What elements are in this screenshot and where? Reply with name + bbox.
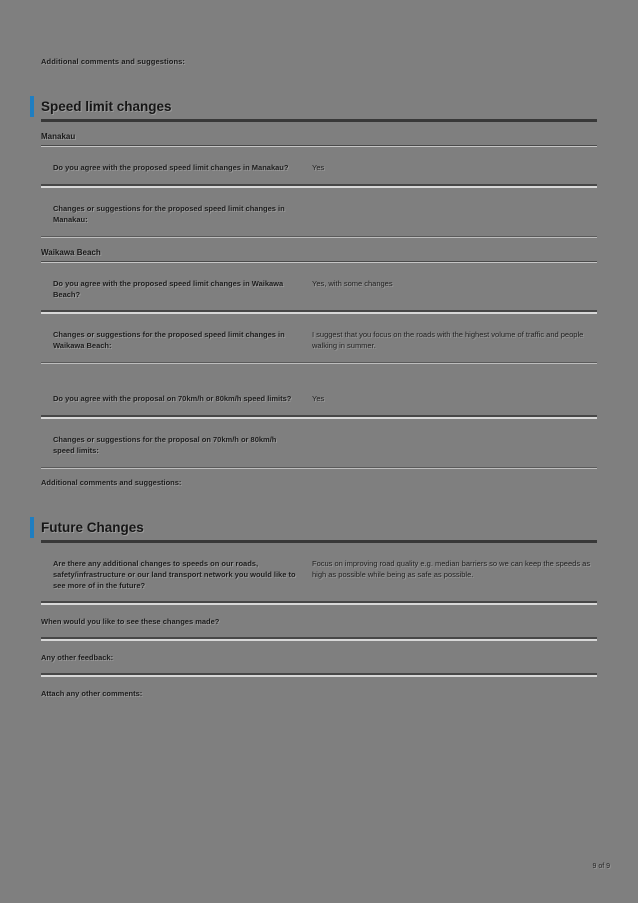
- question-label: Attach any other comments:: [41, 689, 143, 699]
- answer-value: Yes: [312, 394, 325, 404]
- qa-row: [41, 543, 597, 602]
- row-divider: [41, 362, 597, 364]
- question-label: Changes or suggestions for the proposed speed limit changes in Waikawa Beach:: [53, 330, 285, 351]
- question-label: Are there any additional changes to speeds on our roads, safety/infrastructure or our land transport network you would like to see more of in the future?: [53, 558, 296, 590]
- question-label: Do you agree with the proposed speed limit changes in Waikawa Beach?: [53, 278, 284, 299]
- section-underline: [41, 119, 597, 122]
- qa-row: [41, 378, 597, 415]
- answer-value: Yes, with some changes: [312, 278, 393, 288]
- top-note-label: Additional comments and suggestions:: [41, 57, 186, 66]
- additional-comments-label: Additional comments and suggestions:: [41, 477, 182, 487]
- answer-value: [312, 435, 597, 457]
- answer-value: Focus on improving road quality e.g. median barriers so we can keep the speeds as high as possible while being as safe as possible.: [312, 558, 591, 579]
- future-section-title: Future Changes: [41, 519, 144, 535]
- qa-row: [41, 188, 597, 236]
- qa-row: [41, 147, 597, 184]
- question-label: Do you agree with the proposed speed limit changes in Manakau?: [53, 163, 289, 172]
- future-section-header: [30, 517, 597, 538]
- speed-section-header: [30, 96, 597, 117]
- speed-section-title: Speed limit changes: [41, 99, 172, 114]
- row-divider: [41, 236, 597, 238]
- question-label: Any other feedback:: [41, 653, 114, 663]
- page-number: 9 of 9: [592, 863, 610, 870]
- group-heading-waikawa-beach: Waikawa Beach: [41, 247, 101, 257]
- answer-value: Yes: [312, 163, 325, 172]
- answer-value: I suggest that you focus on the roads with the highest volume of traffic and people walking in summer.: [312, 330, 584, 351]
- question-label: Do you agree with the proposal on 70km/h or 80km/h speed limits?: [53, 394, 292, 404]
- section-accent-bar: [30, 517, 34, 538]
- answer-value: [312, 204, 597, 226]
- question-label: When would you like to see these changes made?: [41, 617, 220, 627]
- question-label: Changes or suggestions for the proposed speed limit changes in Manakau:: [53, 203, 285, 224]
- qa-row: [41, 419, 597, 467]
- qa-row: [41, 314, 597, 362]
- question-label: Changes or suggestions for the proposal on 70km/h or 80km/h speed limits:: [53, 435, 277, 455]
- group-heading-manakau: Manakau: [41, 132, 76, 141]
- row-divider: [41, 467, 597, 469]
- qa-row: [41, 263, 597, 311]
- section-accent-bar: [30, 96, 34, 117]
